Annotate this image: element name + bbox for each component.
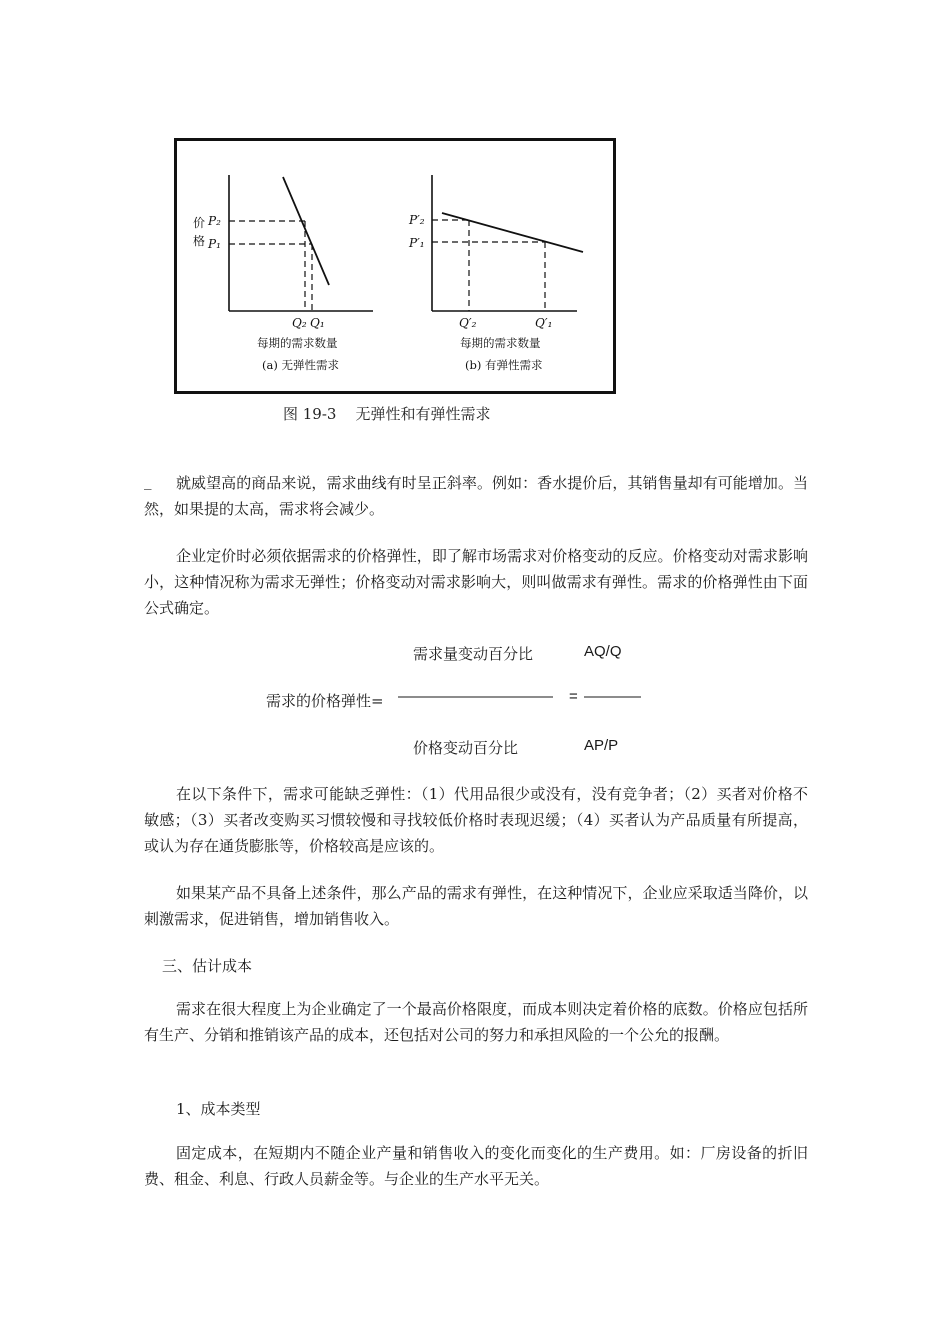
paragraph-prestige-goods: 就威望高的商品来说，需求曲线有时呈正斜率。例如：香水提价后，其销售量却有可能增加。当然，如果提的太高，需求将会减少。	[144, 474, 808, 518]
panel-b-x-label: 每期的需求数量	[460, 336, 541, 350]
panel-b-p1-label: P′₁	[409, 236, 425, 250]
formula-fraction-line-1: ———————————	[398, 688, 552, 705]
figure-drawing	[177, 141, 613, 391]
panel-a-y-label-top: 价	[193, 216, 206, 230]
formula-numerator-text: 需求量变动百分比	[413, 645, 534, 663]
figure-caption: 图 19-3 无弹性和有弹性需求	[283, 405, 491, 423]
panel-b-q1-label: Q′₁	[535, 316, 553, 330]
formula-fraction-line-2: ————	[584, 688, 640, 705]
panel-a-x-label: 每期的需求数量	[257, 336, 338, 350]
demand-elasticity-figure	[174, 138, 616, 394]
paragraph-elastic-case: 如果某产品不具备上述条件，那么产品的需求有弹性，在这种情况下，企业应采取适当降价，以刺激需求，促进销售，增加销售收入。	[144, 884, 808, 928]
panel-a-q1-label: Q₁	[310, 316, 325, 330]
paragraph-inelastic-conditions: 在以下条件下，需求可能缺乏弹性：（1）代用品很少或没有，没有竞争者；（2）买者对价格不敏感；（3）买者改变购买习惯较慢和寻找较低价格时表现迟缓；（4）买者认为产品质量有所提高，或认为存在通货膨胀等，价格较高是应该的。	[144, 785, 808, 855]
formula-denominator-text: 价格变动百分比	[413, 739, 519, 757]
paragraph-fixed-cost: 固定成本，在短期内不随企业产量和销售收入的变化而变化的生产费用。如：厂房设备的折旧费、租金、利息、行政人员薪金等。与企业的生产水平无关。	[144, 1144, 808, 1188]
panel-a-y-label-bottom: 格	[193, 234, 206, 248]
section-heading-estimate-cost: 三、估计成本	[162, 957, 253, 975]
panel-a-demand-curve	[283, 177, 329, 285]
panel-a-p2-label: P₂	[208, 214, 221, 228]
panel-a-title: (a) 无弹性需求	[262, 358, 339, 372]
paragraph-price-elasticity: 企业定价时必须依据需求的价格弹性，即了解市场需求对价格变动的反应。价格变动对需求影响小，这种情况称为需求无弹性；价格变动对需求影响大，则叫做需求有弹性。需求的价格弹性由下面公式确定。	[144, 547, 808, 617]
paragraph-marker: _	[144, 472, 152, 490]
panel-b-p2-label: P′₂	[409, 213, 425, 227]
formula-numerator-symbol: AQ/Q	[584, 643, 622, 660]
panel-b-demand-curve	[442, 213, 583, 252]
formula-equals: =	[569, 688, 578, 705]
formula-denominator-symbol: AP/P	[584, 737, 619, 754]
subheading-cost-types: 1、成本类型	[176, 1100, 261, 1118]
panel-a-p1-label: P₁	[208, 237, 221, 251]
paragraph-cost-floor: 需求在很大程度上为企业确定了一个最高价格限度，而成本则决定着价格的底数。价格应包括所有生产、分销和推销该产品的成本，还包括对公司的努力和承担风险的一个公允的报酬。	[144, 1000, 808, 1044]
panel-b-title: (b) 有弹性需求	[465, 358, 543, 372]
panel-b-q2-label: Q′₂	[459, 316, 477, 330]
panel-a-q2-label: Q₂	[292, 316, 307, 330]
formula-lhs: 需求的价格弹性=	[266, 692, 384, 710]
